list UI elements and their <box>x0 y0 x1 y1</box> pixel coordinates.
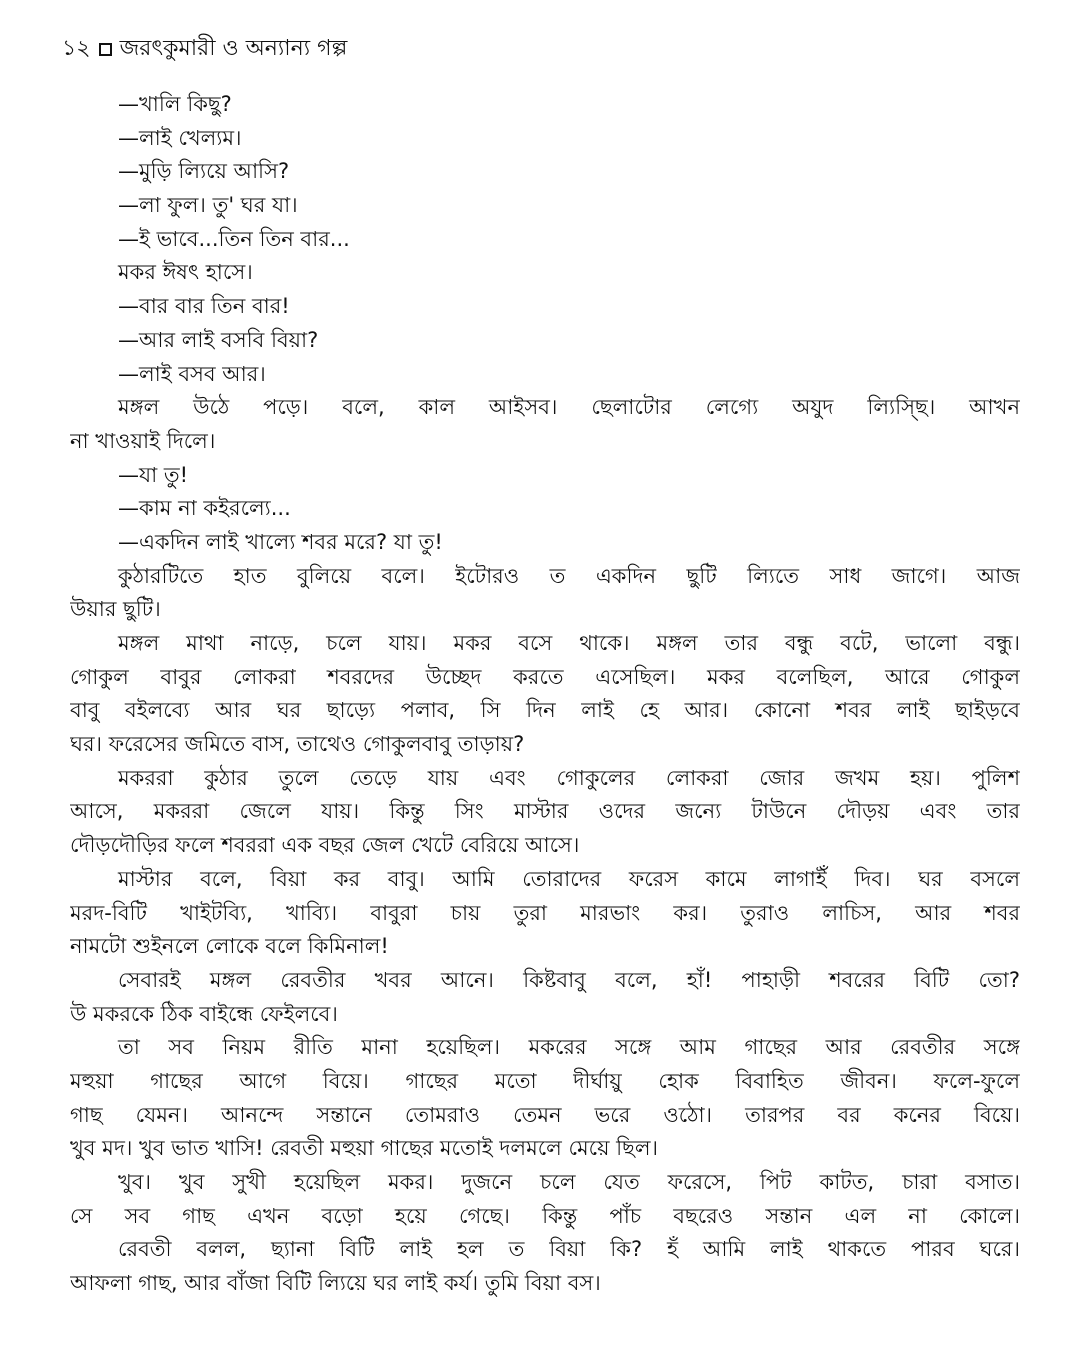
text-line: মঙ্গল মাথা নাড়ে, চলে যায়। মকর বসে থাকে। মঙ্গল তার বন্ধু বটে, ভালো বন্ধু। <box>118 631 1020 655</box>
text-line: —একদিন লাই খাল্যে শবর মরে? যা তু! <box>118 529 443 554</box>
text-line: দৌড়দৌড়ির ফলে শবররা এক বছর জেল খেটে বেরিয়ে আসে। <box>70 833 580 858</box>
page-header <box>62 34 347 64</box>
square-bullet-icon <box>99 43 112 56</box>
text-line: গোকুল বাবুর লোকরা শবরদের উচ্ছেদ করতে এসেছিল। মকর বলেছিল, আরে গোকুল <box>70 664 1020 689</box>
book-title: জরৎকুমারী ও অন্যান্য গল্প <box>119 36 348 61</box>
text-line: —আর লাই বসবি বিয়া? <box>118 327 319 352</box>
text-line: —লাই খেল্যম। <box>118 125 242 150</box>
text-line: উ মকরকে ঠিক বাইন্ধে ফেইলবে। <box>70 1001 338 1026</box>
text-line: মকর ঈষৎ হাসে। <box>118 260 253 285</box>
text-line: —কাম না কইরল্যে... <box>118 496 291 521</box>
text-line: নামটো শুইনলে লোকে বলে কিমিনাল! <box>70 934 389 959</box>
text-line: —ই ভাবে...তিন তিন বার... <box>118 226 350 251</box>
text-line: মাস্টার বলে, বিয়া কর বাবু। আমি তোরাদের ফরেস কামে লাগাইঁ দিব। ঘর বসলে <box>118 866 1020 891</box>
text-line: গাছ যেমন। আনন্দে সন্তানে তোমরাও তেমন ভরে ওঠো। তারপর বর কনের বিয়ে। <box>70 1102 1020 1127</box>
text-line: বাবু বইলব্যে আর ঘর ছাড়্যে পলাব, সি দিন লাই হে আর। কোনো শবর লাই ছাইড়বে <box>70 698 1020 723</box>
text-line: খুব মদ। খুব ভাত খাসি! রেবতী মহুয়া গাছের মতোই দলমলে মেয়ে ছিল। <box>70 1136 659 1161</box>
text-line: তা সব নিয়ম রীতি মানা হয়েছিল। মকরের সঙ্গে আম গাছের আর রেবতীর সঙ্গে <box>118 1035 1020 1060</box>
text-line: মহুয়া গাছের আগে বিয়ে। গাছের মতো দীর্ঘায়ু হোক বিবাহিত জীবন। ফলে-ফুলে <box>70 1068 1020 1093</box>
text-line: রেবতী বলল, ছ্যানা বিটি লাই হল ত বিয়া কি? হঁ আমি লাই থাকতে পারব ঘরে। <box>118 1237 1020 1262</box>
text-line: —বার বার তিন বার! <box>118 294 290 319</box>
text-line: মকররা কুঠার তুলে তেড়ে যায় এবং গোকুলের লোকরা জোর জখম হয়। পুলিশ <box>118 765 1020 790</box>
text-line: মঙ্গল উঠে পড়ে। বলে, কাল আইসব। ছেলাটোর লেগ্যে অযুদ ল্যিস্ছি। আখন <box>118 395 1020 420</box>
text-line: আফলা গাছ, আর বাঁজা বিটি ল্যিয়ে ঘর লাই কর্য। তুমি বিয়া বস। <box>70 1271 601 1296</box>
text-line: আসে, মকররা জেলে যায়। কিন্তু সিং মাস্টার ওদের জন্যে টাউনে দৌড়য় এবং তার <box>70 799 1020 824</box>
text-line: খুব। খুব সুখী হয়েছিল মকর। দুজনে চলে যেত ফরেসে, পিট কাটত, চারা বসাত। <box>118 1170 1020 1194</box>
text-line: —যা তু! <box>118 462 189 487</box>
story-text <box>70 88 1020 1301</box>
text-line: উয়ার ছুটি। <box>70 597 161 622</box>
text-line: —লা ফুল। তু' ঘর যা। <box>118 193 298 218</box>
text-line: কুঠারটিতে হাত বুলিয়ে বলে। ইটোরও ত একদিন ছুটি ল্যিতে সাধ জাগে। আজ <box>118 563 1020 588</box>
text-line: সেবারই মঙ্গল রেবতীর খবর আনে। কিষ্টবাবু বলে, হাঁ! পাহাড়ী শবরের বিটি তো? <box>118 967 1020 992</box>
text-line: —মুড়ি ল্যিয়ে আসি? <box>118 159 290 184</box>
text-line: মরদ-বিটি খাইটব্যি, খাব্যি। বাবুরা চায় তুরা মারভাং কর। তুরাও লাচিস, আর শবর <box>70 900 1020 925</box>
page-number: ১২ <box>62 36 91 61</box>
text-line: —খালি কিছু? <box>118 92 232 116</box>
text-line: ঘর। ফরেসের জমিতে বাস, তাথেও গোকুলবাবু তাড়ায়? <box>70 732 525 757</box>
text-line: সে সব গাছ এখন বড়ো হয়ে গেছে। কিন্তু পাঁচ বছরেও সন্তান এল না কোলে। <box>70 1203 1020 1228</box>
text-line: —লাই বসব আর। <box>118 361 266 386</box>
text-line: না খাওয়াই দিলে। <box>70 428 216 453</box>
